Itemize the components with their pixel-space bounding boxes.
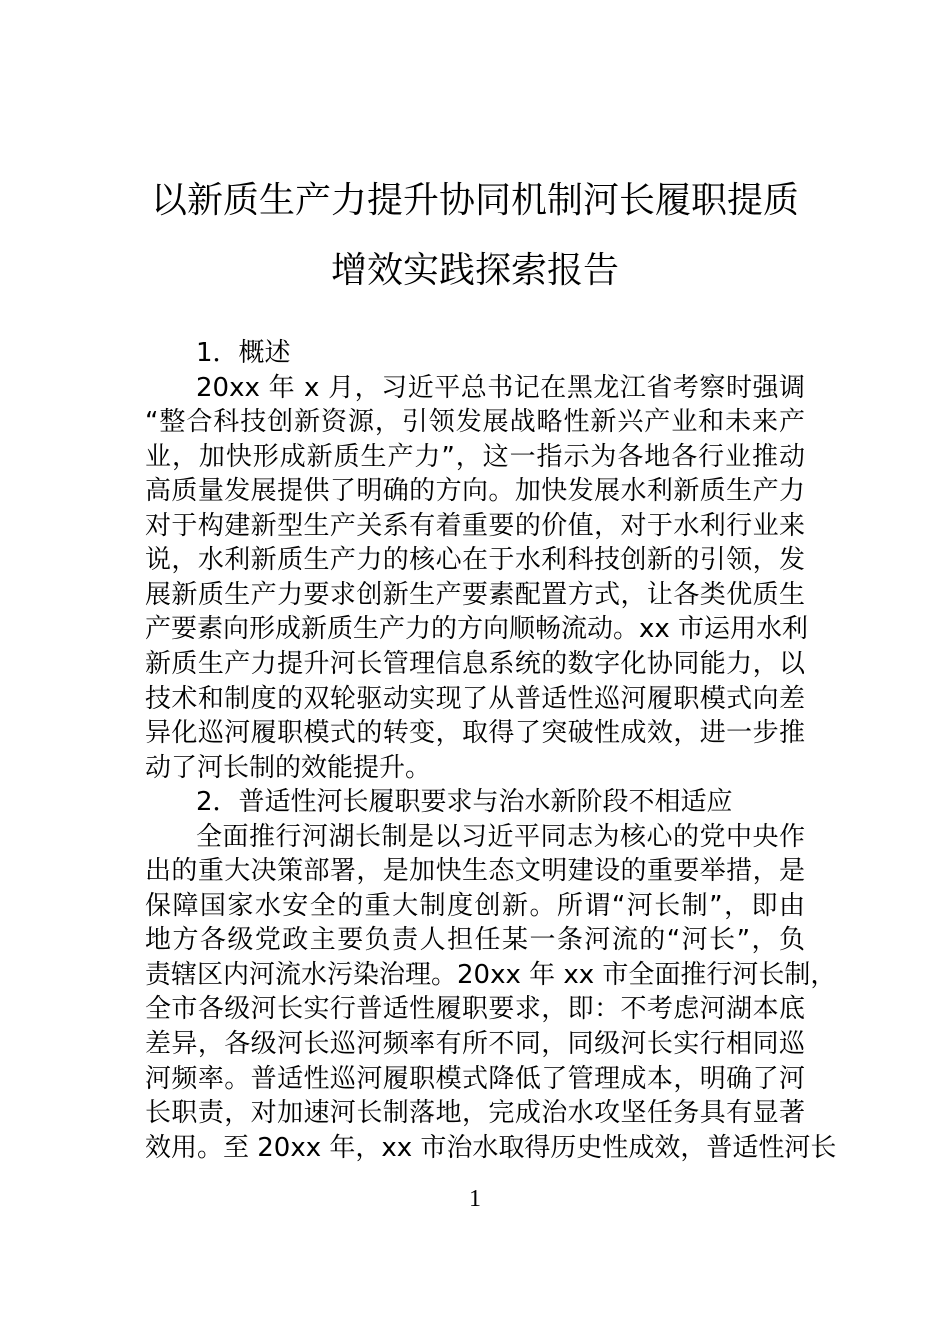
paragraph-line: 业，加快形成新质生产力”，这一指示为各地各行业推动 bbox=[145, 441, 805, 472]
paragraph-line: 长职责，对加速河长制落地，完成治水攻坚任务具有显著 bbox=[145, 1098, 805, 1129]
paragraph-line: 差异，各级河长巡河频率有所不同，同级河长实行相同巡 bbox=[145, 1029, 805, 1059]
paragraph-line: 地方各级党政主要负责人担任某一条河流的“河长”，负 bbox=[145, 925, 805, 956]
paragraph-line: 技术和制度的双轮驱动实现了从普适性巡河履职模式向差 bbox=[145, 683, 805, 714]
paragraph-line: 新质生产力提升河长管理信息系统的数字化协同能力，以 bbox=[145, 648, 805, 679]
paragraph-line: 产要素向形成新质生产力的方向顺畅流动。xx 市运用水利 bbox=[145, 614, 809, 645]
paragraph-line: 动了河长制的效能提升。 bbox=[145, 752, 432, 783]
paragraph-line: 20xx 年 x 月，习近平总书记在黑龙江省考察时强调 bbox=[196, 372, 805, 403]
paragraph-line: 全面推行河湖长制是以习近平同志为核心的党中央作 bbox=[196, 821, 805, 852]
paragraph-line: 出的重大决策部署，是加快生态文明建设的重要举措，是 bbox=[145, 856, 805, 887]
paragraph-line: 河频率。普适性巡河履职模式降低了管理成本，明确了河 bbox=[145, 1063, 805, 1094]
document-title-line-2: 增效实践探索报告 bbox=[330, 250, 619, 291]
paragraph-line: 对于构建新型生产关系有着重要的价值，对于水利行业来 bbox=[145, 510, 805, 541]
page-number: 1 bbox=[469, 1186, 481, 1212]
paragraph-line: 全市各级河长实行普适性履职要求，即：不考虑河湖本底 bbox=[145, 994, 805, 1025]
paragraph-line: 高质量发展提供了明确的方向。加快发展水利新质生产力 bbox=[145, 476, 805, 507]
section-heading: 1．概述 bbox=[196, 338, 291, 368]
paragraph-line: 保障国家水安全的重大制度创新。所谓“河长制”，即由 bbox=[145, 890, 805, 921]
section-heading: 2．普适性河长履职要求与治水新阶段不相适应 bbox=[196, 787, 733, 818]
paragraph-line: 说，水利新质生产力的核心在于水利科技创新的引领，发 bbox=[145, 545, 805, 576]
paragraph-line: 责辖区内河流水污染治理。20xx 年 xx 市全面推行河长制， bbox=[145, 959, 837, 990]
document-title-line-1: 以新质生产力提升协同机制河长履职提质 bbox=[150, 180, 799, 221]
paragraph-line: “整合科技创新资源，引领发展战略性新兴产业和未来产 bbox=[145, 407, 805, 438]
paragraph-line: 异化巡河履职模式的转变，取得了突破性成效，进一步推 bbox=[145, 718, 805, 749]
paragraph-line: 效用。至 20xx 年，xx 市治水取得历史性成效，普适性河长 bbox=[145, 1132, 837, 1163]
paragraph-line: 展新质生产力要求创新生产要素配置方式，让各类优质生 bbox=[145, 579, 805, 610]
